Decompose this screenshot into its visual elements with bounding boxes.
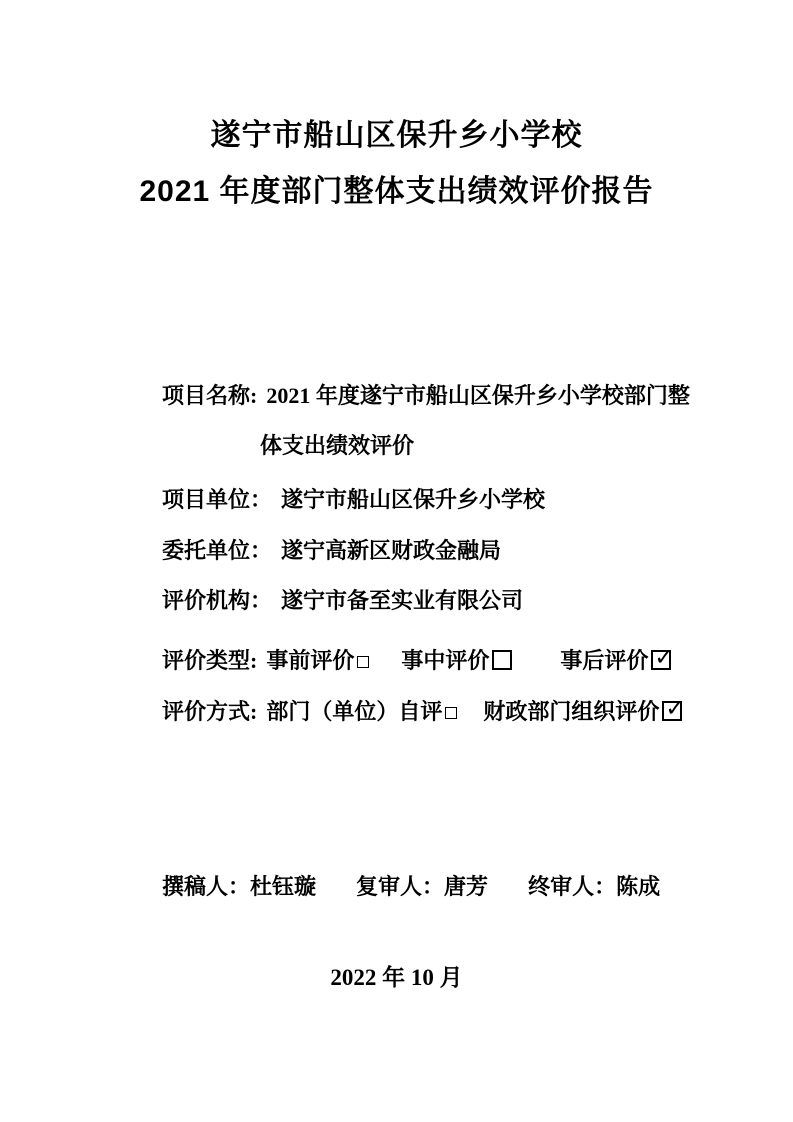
checkbox-pre-evaluation-icon xyxy=(357,656,369,668)
entrusting-unit-value: 遂宁高新区财政金融局 xyxy=(281,538,502,563)
field-evaluation-method xyxy=(162,699,682,725)
option-finance-dept-evaluation-label: 财政部门组织评价 xyxy=(483,699,660,724)
field-evaluation-type xyxy=(162,648,671,674)
field-project-name xyxy=(162,383,690,409)
report-date: 2022 年 10 月 xyxy=(330,965,463,990)
option-self-evaluation xyxy=(266,699,457,724)
author-name: 杜钰璇 xyxy=(250,874,317,899)
reviewer-label: 复审人： xyxy=(356,874,445,899)
credits-line xyxy=(162,874,660,900)
field-evaluation-agency xyxy=(162,588,523,614)
project-name-value-line2: 体支出绩效评价 xyxy=(260,433,415,458)
report-title-line1: 遂宁市船山区保升乡小学校 xyxy=(210,119,583,152)
checkbox-self-evaluation-icon xyxy=(445,707,457,719)
evaluation-agency-label: 评价机构： xyxy=(162,588,273,613)
final-reviewer-name: 陈成 xyxy=(616,874,661,899)
checkbox-finance-dept-evaluation-icon xyxy=(662,701,682,721)
option-mid-evaluation xyxy=(401,648,512,673)
project-unit-label: 项目单位： xyxy=(162,487,273,512)
evaluation-method-label: 评价方式: xyxy=(162,699,258,724)
option-post-evaluation-label: 事后评价 xyxy=(560,648,649,673)
field-project-unit xyxy=(162,487,545,513)
evaluation-agency-value: 遂宁市备至实业有限公司 xyxy=(281,588,524,613)
project-unit-value: 遂宁市船山区保升乡小学校 xyxy=(281,487,546,512)
checkbox-mid-evaluation-icon xyxy=(492,650,512,670)
option-finance-dept-evaluation xyxy=(483,699,682,724)
project-name-value-line1: 2021 年度遂宁市船山区保升乡小学校部门整 xyxy=(266,383,690,408)
option-pre-evaluation-label: 事前评价 xyxy=(266,648,355,673)
report-title-line2: 2021 年度部门整体支出绩效评价报告 xyxy=(139,175,654,208)
option-self-evaluation-label: 部门（单位）自评 xyxy=(266,699,443,724)
field-entrusting-unit xyxy=(162,538,501,564)
option-pre-evaluation xyxy=(266,648,369,673)
option-mid-evaluation-label: 事中评价 xyxy=(401,648,490,673)
author-label: 撰稿人： xyxy=(162,874,251,899)
entrusting-unit-label: 委托单位： xyxy=(162,538,273,563)
checkbox-post-evaluation-icon xyxy=(651,650,671,670)
project-name-label: 项目名称: xyxy=(162,383,258,408)
reviewer-name: 唐芳 xyxy=(444,874,489,899)
option-post-evaluation xyxy=(560,648,671,673)
evaluation-type-label: 评价类型: xyxy=(162,648,258,673)
final-reviewer-label: 终审人： xyxy=(528,874,617,899)
field-project-name-continued xyxy=(260,433,414,459)
